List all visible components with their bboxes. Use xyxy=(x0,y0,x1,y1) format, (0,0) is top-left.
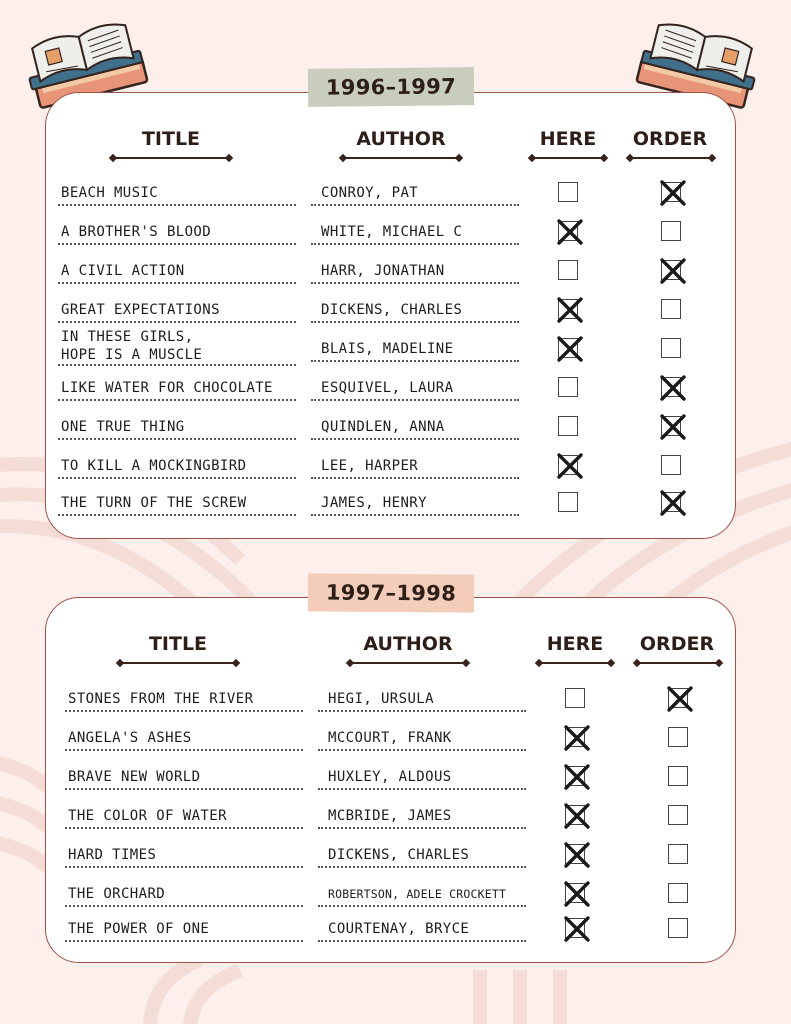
here-checkbox[interactable] xyxy=(565,844,585,864)
order-checkbox[interactable] xyxy=(661,299,681,319)
book-author: WHITE, MICHAEL C xyxy=(311,223,519,245)
header-underline xyxy=(113,157,229,159)
here-checkbox[interactable] xyxy=(558,221,578,241)
order-checkbox[interactable] xyxy=(668,727,688,747)
book-title: THE POWER OF ONE xyxy=(65,920,303,942)
column-header-order: ORDER xyxy=(632,128,708,150)
book-title: STONES FROM THE RIVER xyxy=(65,690,303,712)
section-year-label: 1996–1997 xyxy=(308,67,474,107)
x-mark-icon xyxy=(562,879,592,909)
x-mark-icon xyxy=(555,217,585,247)
x-mark-icon xyxy=(658,178,688,208)
order-checkbox[interactable] xyxy=(668,805,688,825)
here-checkbox[interactable] xyxy=(558,492,578,512)
x-mark-icon xyxy=(658,488,688,518)
x-mark-icon xyxy=(658,373,688,403)
here-checkbox[interactable] xyxy=(565,918,585,938)
book-title: LIKE WATER FOR CHOCOLATE xyxy=(58,379,296,401)
book-title: GREAT EXPECTATIONS xyxy=(58,301,296,323)
here-checkbox[interactable] xyxy=(558,338,578,358)
x-mark-icon xyxy=(562,723,592,753)
here-checkbox[interactable] xyxy=(558,377,578,397)
x-mark-icon xyxy=(562,914,592,944)
book-author: ROBERTSON, ADELE CROCKETT xyxy=(318,885,526,907)
book-author: BLAIS, MADELINE xyxy=(311,340,519,362)
here-checkbox[interactable] xyxy=(558,260,578,280)
book-title: THE TURN OF THE SCREW xyxy=(58,494,296,516)
order-checkbox[interactable] xyxy=(661,338,681,358)
column-header-order: ORDER xyxy=(639,633,715,655)
book-author: JAMES, HENRY xyxy=(311,494,519,516)
order-checkbox[interactable] xyxy=(668,844,688,864)
book-title-line: IN THESE GIRLS, xyxy=(61,329,194,345)
book-title: ANGELA'S ASHES xyxy=(65,729,303,751)
here-checkbox[interactable] xyxy=(565,883,585,903)
book-title: HARD TIMES xyxy=(65,846,303,868)
book-author: DICKENS, CHARLES xyxy=(318,846,526,868)
header-underline xyxy=(350,662,466,664)
column-header-title: TITLE xyxy=(141,128,201,150)
order-checkbox[interactable] xyxy=(661,182,681,202)
column-header-author: AUTHOR xyxy=(356,128,446,150)
book-author: LEE, HARPER xyxy=(311,457,519,479)
column-header-author: AUTHOR xyxy=(363,633,453,655)
header-underline xyxy=(120,662,236,664)
x-mark-icon xyxy=(555,295,585,325)
x-mark-icon xyxy=(562,840,592,870)
order-checkbox[interactable] xyxy=(661,260,681,280)
book-title: A BROTHER'S BLOOD xyxy=(58,223,296,245)
book-title xyxy=(58,328,296,366)
x-mark-icon xyxy=(555,451,585,481)
header-underline xyxy=(630,157,712,159)
here-checkbox[interactable] xyxy=(565,688,585,708)
book-author: HUXLEY, ALDOUS xyxy=(318,768,526,790)
order-checkbox[interactable] xyxy=(668,918,688,938)
header-underline xyxy=(343,157,459,159)
column-header-here: HERE xyxy=(546,633,604,655)
header-underline xyxy=(532,157,604,159)
book-title: BRAVE NEW WORLD xyxy=(65,768,303,790)
section-year-label: 1997–1998 xyxy=(308,573,474,612)
book-title: ONE TRUE THING xyxy=(58,418,296,440)
order-checkbox[interactable] xyxy=(661,221,681,241)
header-underline xyxy=(637,662,719,664)
here-checkbox[interactable] xyxy=(565,805,585,825)
book-author: MCCOURT, FRANK xyxy=(318,729,526,751)
book-title: A CIVIL ACTION xyxy=(58,262,296,284)
book-title: THE COLOR OF WATER xyxy=(65,807,303,829)
book-author: CONROY, PAT xyxy=(311,184,519,206)
book-title-line: HOPE IS A MUSCLE xyxy=(61,347,203,363)
book-title: TO KILL A MOCKINGBIRD xyxy=(58,457,296,479)
x-mark-icon xyxy=(658,412,688,442)
book-author: DICKENS, CHARLES xyxy=(311,301,519,323)
book-author: COURTENAY, BRYCE xyxy=(318,920,526,942)
order-checkbox[interactable] xyxy=(661,377,681,397)
here-checkbox[interactable] xyxy=(558,299,578,319)
order-checkbox[interactable] xyxy=(661,416,681,436)
x-mark-icon xyxy=(658,256,688,286)
x-mark-icon xyxy=(665,684,695,714)
order-checkbox[interactable] xyxy=(661,455,681,475)
here-checkbox[interactable] xyxy=(558,182,578,202)
order-checkbox[interactable] xyxy=(668,766,688,786)
book-author: MCBRIDE, JAMES xyxy=(318,807,526,829)
column-header-here: HERE xyxy=(539,128,597,150)
book-title: BEACH MUSIC xyxy=(58,184,296,206)
column-header-title: TITLE xyxy=(148,633,208,655)
here-checkbox[interactable] xyxy=(558,416,578,436)
order-checkbox[interactable] xyxy=(661,492,681,512)
book-author: QUINDLEN, ANNA xyxy=(311,418,519,440)
here-checkbox[interactable] xyxy=(565,727,585,747)
x-mark-icon xyxy=(555,334,585,364)
here-checkbox[interactable] xyxy=(565,766,585,786)
book-author: HARR, JONATHAN xyxy=(311,262,519,284)
order-checkbox[interactable] xyxy=(668,688,688,708)
order-checkbox[interactable] xyxy=(668,883,688,903)
x-mark-icon xyxy=(562,801,592,831)
x-mark-icon xyxy=(562,762,592,792)
here-checkbox[interactable] xyxy=(558,455,578,475)
book-title: THE ORCHARD xyxy=(65,885,303,907)
book-author: HEGI, URSULA xyxy=(318,690,526,712)
book-author: ESQUIVEL, LAURA xyxy=(311,379,519,401)
header-underline xyxy=(539,662,611,664)
